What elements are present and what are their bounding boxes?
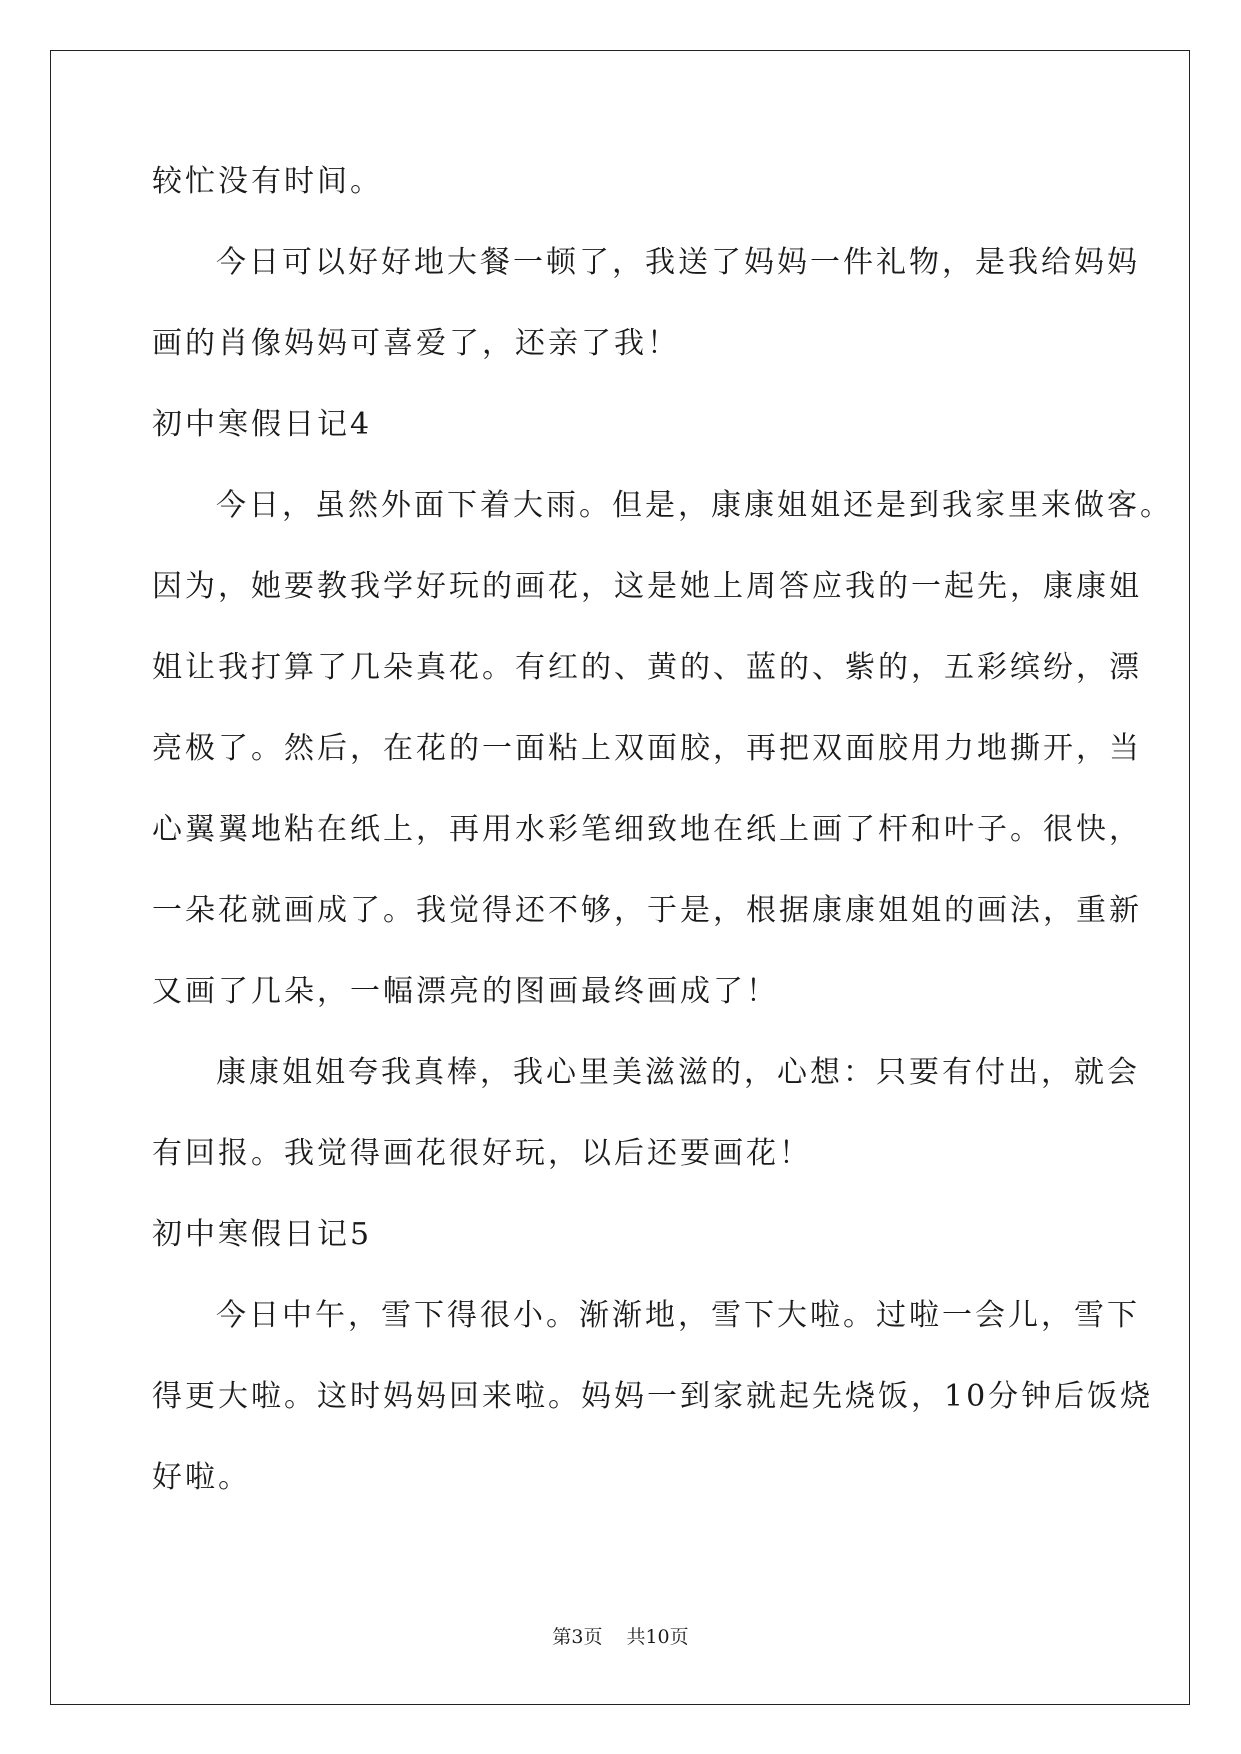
paragraph-line: 一朵花就画成了。我觉得还不够，于是，根据康康姐姐的画法，重新	[152, 893, 1142, 928]
paragraph-line: 较忙没有时间。	[152, 164, 383, 199]
paragraph-line: 好啦。	[152, 1460, 251, 1495]
page-total: 共10页	[626, 1626, 689, 1648]
document-body	[152, 162, 1173, 1539]
section-heading: 初中寒假日记5	[152, 1217, 373, 1252]
paragraph-line: 今日可以好好地大餐一顿了，我送了妈妈一件礼物，是我给妈妈	[216, 245, 1140, 280]
paragraph-line: 今日，虽然外面下着大雨。但是，康康姐姐还是到我家里来做客。	[216, 488, 1173, 523]
paragraph-line: 康康姐姐夸我真棒，我心里美滋滋的，心想：只要有付出，就会	[216, 1055, 1140, 1090]
paragraph-line: 因为，她要教我学好玩的画花，这是她上周答应我的一起先，康康姐	[152, 569, 1142, 604]
page-number: 第3页	[552, 1626, 603, 1648]
paragraph-line: 亮极了。然后，在花的一面粘上双面胶，再把双面胶用力地撕开，当	[152, 731, 1142, 766]
paragraph-line: 画的肖像妈妈可喜爱了，还亲了我！	[152, 326, 680, 361]
page-footer	[0, 1625, 1241, 1649]
paragraph-line: 今日中午，雪下得很小。渐渐地，雪下大啦。过啦一会儿，雪下	[216, 1298, 1140, 1333]
paragraph-line: 又画了几朵，一幅漂亮的图画最终画成了！	[152, 974, 779, 1009]
paragraph-line: 姐让我打算了几朵真花。有红的、黄的、蓝的、紫的，五彩缤纷，漂	[152, 650, 1142, 685]
paragraph-line: 有回报。我觉得画花很好玩，以后还要画花！	[152, 1136, 812, 1171]
section-heading: 初中寒假日记4	[152, 407, 373, 442]
paragraph-line: 得更大啦。这时妈妈回来啦。妈妈一到家就起先烧饭，10分钟后饭烧	[152, 1379, 1154, 1414]
paragraph-line: 心翼翼地粘在纸上，再用水彩笔细致地在纸上画了杆和叶子。很快，	[152, 812, 1142, 847]
